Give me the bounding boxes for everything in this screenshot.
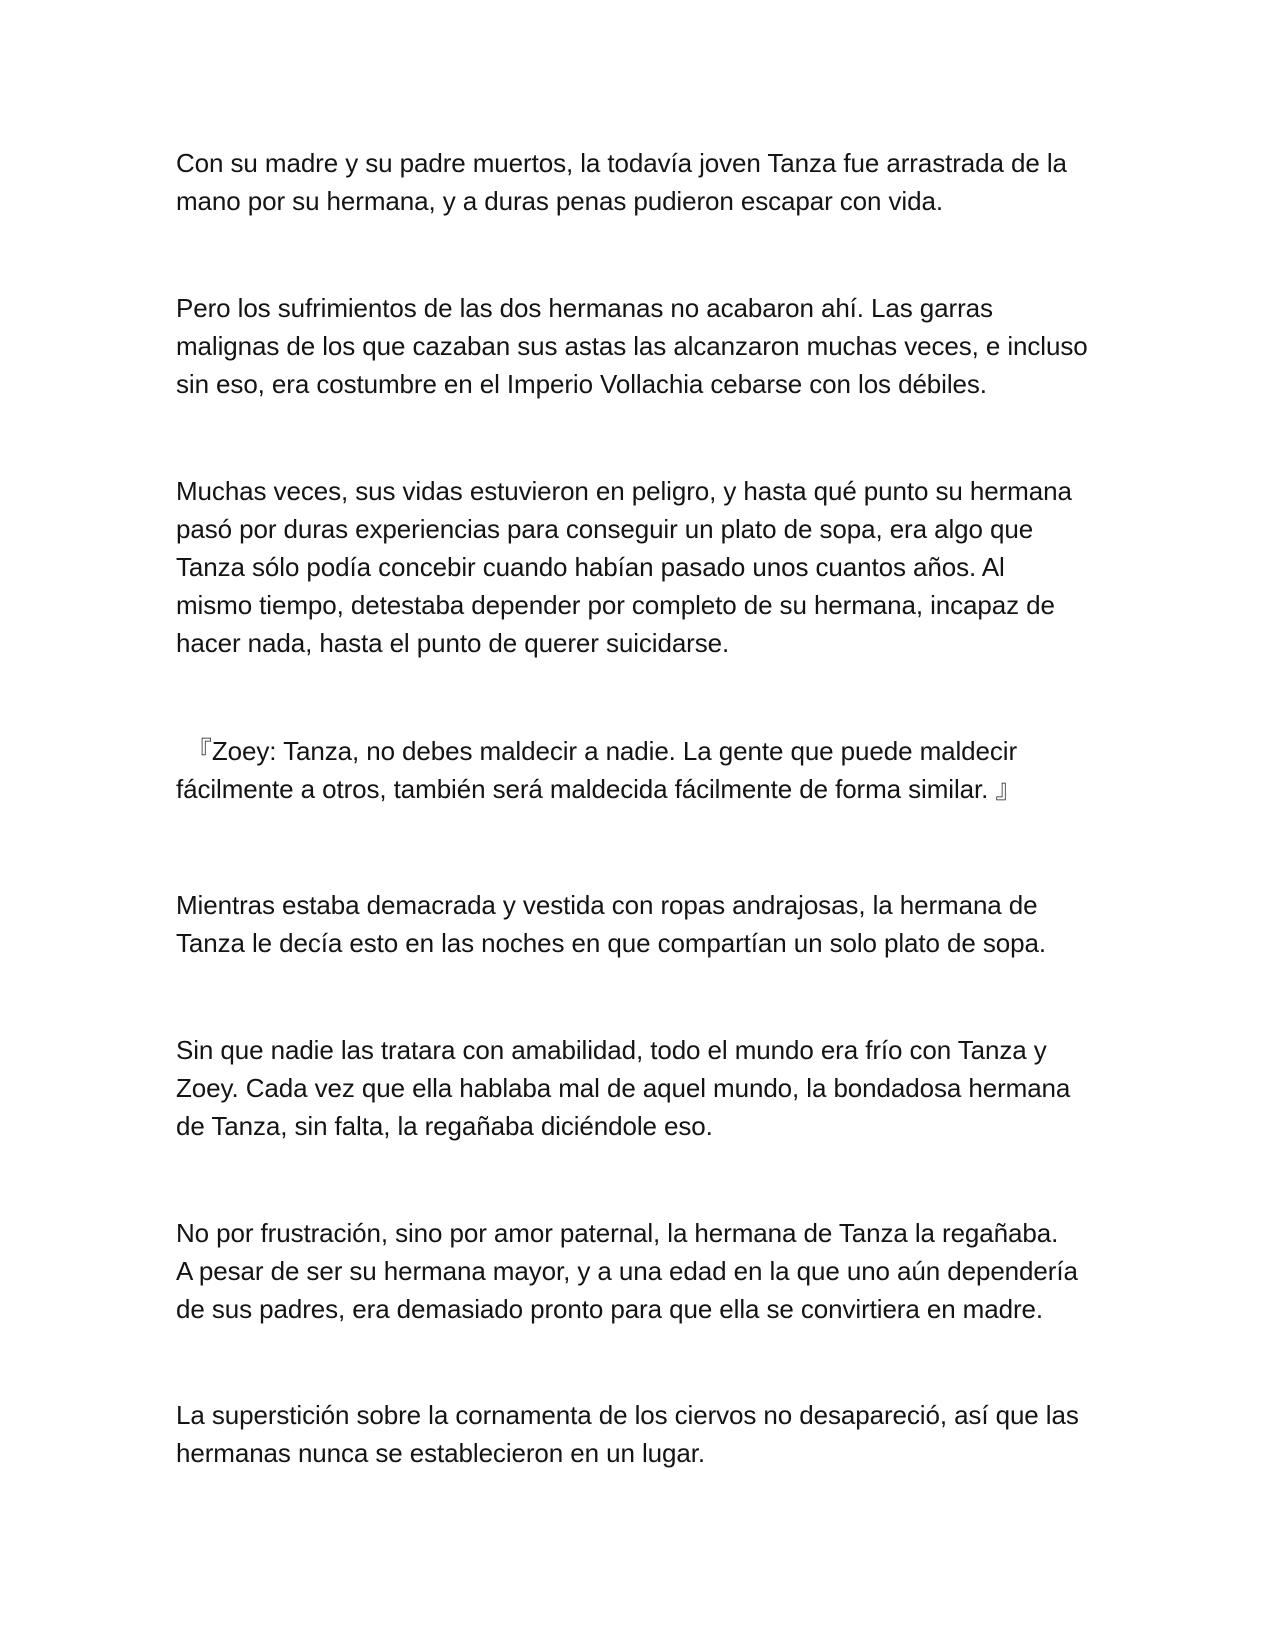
paragraph-2 bbox=[176, 289, 1106, 403]
dialogue-line: 『Zoey: Tanza, no debes maldecir a nadie. La gente que puede maldecir bbox=[186, 736, 1018, 766]
paragraph-7 bbox=[176, 1214, 1106, 1328]
paragraph-6 bbox=[176, 1031, 1106, 1145]
paragraph-line: Tanza sólo podía concebir cuando habían pasado unos cuantos años. Al bbox=[176, 552, 1005, 582]
paragraph-line: No por frustración, sino por amor paternal, la hermana de Tanza la regañaba. bbox=[176, 1218, 1059, 1248]
paragraph-line: Pero los sufrimientos de las dos hermanas no acabaron ahí. Las garras bbox=[176, 293, 993, 323]
paragraph-line: A pesar de ser su hermana mayor, y a una edad en la que uno aún dependería bbox=[176, 1256, 1078, 1286]
paragraph-1 bbox=[176, 144, 1106, 220]
paragraph-line: Sin que nadie las tratara con amabilidad, todo el mundo era frío con Tanza y bbox=[176, 1035, 1047, 1065]
paragraph-3 bbox=[176, 472, 1106, 662]
paragraph-line: Muchas veces, sus vidas estuvieron en peligro, y hasta qué punto su hermana bbox=[176, 476, 1072, 506]
dialogue-line: fácilmente a otros, también será maldecida fácilmente de forma similar. 』 bbox=[176, 774, 1022, 804]
paragraph-line: hacer nada, hasta el punto de querer suicidarse. bbox=[176, 628, 730, 658]
paragraph-line: de Tanza, sin falta, la regañaba diciéndole eso. bbox=[176, 1111, 713, 1141]
paragraph-line: malignas de los que cazaban sus astas las alcanzaron muchas veces, e incluso bbox=[176, 331, 1088, 361]
paragraph-line: pasó por duras experiencias para conseguir un plato de sopa, era algo que bbox=[176, 514, 1034, 544]
paragraph-line: sin eso, era costumbre en el Imperio Vollachia cebarse con los débiles. bbox=[176, 369, 987, 399]
paragraph-5 bbox=[176, 886, 1106, 962]
paragraph-line: La superstición sobre la cornamenta de los ciervos no desapareció, así que las bbox=[176, 1400, 1079, 1430]
paragraph-line: hermanas nunca se establecieron en un lugar. bbox=[176, 1438, 705, 1468]
paragraph-line: Zoey. Cada vez que ella hablaba mal de aquel mundo, la bondadosa hermana bbox=[176, 1073, 1071, 1103]
dialogue-paragraph bbox=[176, 732, 1116, 808]
paragraph-line: Con su madre y su padre muertos, la todavía joven Tanza fue arrastrada de la bbox=[176, 148, 1067, 178]
paragraph-line: Mientras estaba demacrada y vestida con ropas andrajosas, la hermana de bbox=[176, 890, 1038, 920]
paragraph-8 bbox=[176, 1396, 1106, 1472]
paragraph-line: mano por su hermana, y a duras penas pudieron escapar con vida. bbox=[176, 186, 943, 216]
paragraph-line: Tanza le decía esto en las noches en que compartían un solo plato de sopa. bbox=[176, 928, 1046, 958]
paragraph-line: de sus padres, era demasiado pronto para que ella se convirtiera en madre. bbox=[176, 1294, 1044, 1324]
paragraph-line: mismo tiempo, detestaba depender por completo de su hermana, incapaz de bbox=[176, 590, 1055, 620]
